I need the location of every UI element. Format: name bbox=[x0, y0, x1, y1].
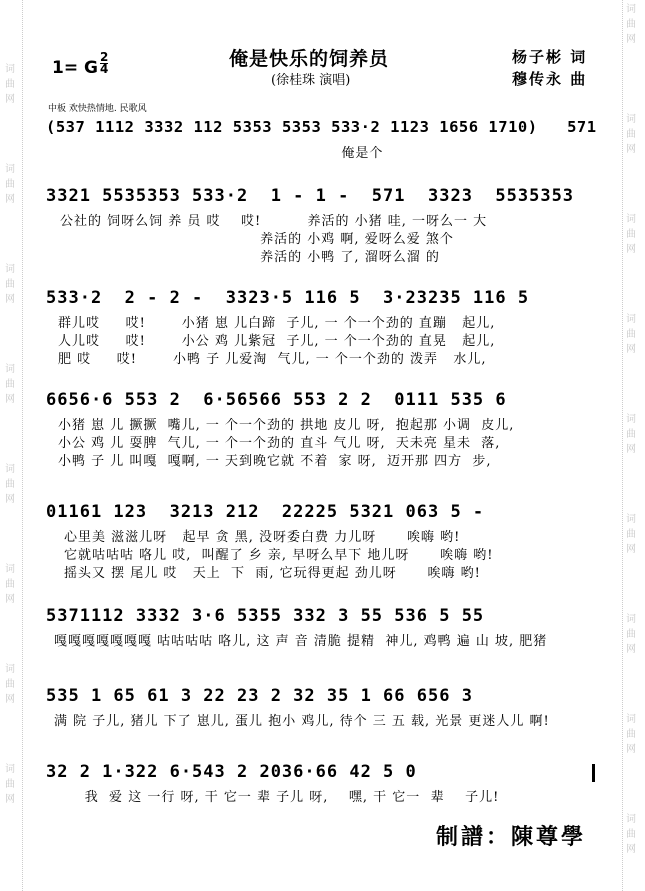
lyric-line: 小公 鸡 儿 耍脾 气儿, 一 个一个劲的 直斗 气儿 呀, 天未亮 星未 落, bbox=[58, 436, 501, 451]
notation-line: 6656·6 553 2 6·56566 553 2 2 0111 535 6 bbox=[46, 390, 507, 410]
watermark-text: 词曲网 bbox=[626, 4, 636, 45]
time-signature-bottom: 4 bbox=[100, 62, 109, 76]
watermark-text: 词曲网 bbox=[626, 814, 636, 855]
lyric-line: 人儿哎 哎! 小公 鸡 儿紫冠 子儿, 一 个一个劲的 直晃 起儿, bbox=[58, 334, 496, 349]
final-barline bbox=[592, 764, 595, 782]
notation-line: 01161 123 3213 212 22225 5321 063 5 - bbox=[46, 502, 485, 522]
notation-line: 5371112 3332 3·6 5355 332 3 55 536 5 55 bbox=[46, 606, 485, 626]
lyric-line: 满 院 子儿, 猪儿 下了 崽儿, 蛋儿 抱小 鸡儿, 待个 三 五 载, 光景 更迷人儿 啊! bbox=[54, 714, 550, 729]
watermark-text: 词曲网 bbox=[626, 614, 636, 655]
notation-line: 3321 5535353 533·2 1 - 1 - 571 3323 5535353 bbox=[46, 186, 575, 206]
watermark-text: 词曲网 bbox=[5, 164, 15, 205]
tempo-marking: 中板 欢快热情地. 民歌风 bbox=[48, 104, 147, 114]
notation-line: (537 1112 3332 112 5353 5353 533·2 1123 1656 1710) 571 bbox=[46, 118, 597, 136]
watermark-text: 词曲网 bbox=[5, 64, 15, 105]
lyric-line: 公社的 饲呀么饲 养 员 哎 哎! 养活的 小猪 哇, 一呀么一 大 bbox=[60, 214, 488, 229]
notation-line: 535 1 65 61 3 22 23 2 32 35 1 66 656 3 bbox=[46, 686, 473, 706]
key-signature: 1= G bbox=[52, 58, 98, 78]
watermark-text: 词曲网 bbox=[5, 764, 15, 805]
watermark-text: 词曲网 bbox=[5, 364, 15, 405]
lyric-line: 养活的 小鸭 了, 溜呀么溜 的 bbox=[60, 250, 440, 265]
time-signature bbox=[100, 52, 108, 75]
lyric-line: 它就咕咕咕 咯儿 哎, 叫醒了 乡 亲, 早呀么早下 地儿呀 唉嗨 哟! bbox=[64, 548, 494, 563]
lyric-line: 心里美 滋滋儿呀 起早 贪 黑, 没呀委白费 力儿呀 唉嗨 哟! bbox=[64, 530, 461, 545]
transcriber-signature: 制譜：陳尊學 bbox=[436, 824, 587, 850]
lyric-line: 群儿哎 哎! 小猪 崽 儿白蹄 子儿, 一 个一个劲的 直蹦 起儿, bbox=[58, 316, 496, 331]
lyric-line: 小猪 崽 儿 撅撅 嘴儿, 一 个一个劲的 拱地 皮儿 呀, 抱起那 小调 皮儿, bbox=[58, 418, 515, 433]
watermark-text: 词曲网 bbox=[5, 464, 15, 505]
watermark-text: 词曲网 bbox=[5, 564, 15, 605]
lyric-line: 我 爱 这 一行 呀, 干 它一 辈 子儿 呀, 嘿, 干 它一 辈 子儿! bbox=[54, 790, 500, 805]
lyric-line: 俺是个 bbox=[54, 146, 384, 161]
lyric-line: 摇头又 摆 尾儿 哎 天上 下 雨, 它玩得更起 劲儿呀 唉嗨 哟! bbox=[64, 566, 481, 581]
right-margin-watermark bbox=[622, 0, 643, 891]
watermark-text: 词曲网 bbox=[626, 414, 636, 455]
watermark-text: 词曲网 bbox=[626, 114, 636, 155]
lyric-line: 嘎嘎嘎嘎嘎嘎嘎 咕咕咕咕 咯儿, 这 声 音 清脆 提精 神儿, 鸡鸭 遍 山 坡, 肥猪 bbox=[54, 634, 548, 649]
lyric-line: 肥 哎 哎! 小鸭 子 儿爱淘 气儿, 一 个一个劲的 泼弄 水儿, bbox=[58, 352, 487, 367]
left-margin-watermark bbox=[2, 0, 23, 891]
lyricist-credit: 杨子彬 词 bbox=[512, 48, 588, 66]
watermark-text: 词曲网 bbox=[5, 264, 15, 305]
watermark-text: 词曲网 bbox=[626, 714, 636, 755]
watermark-text: 词曲网 bbox=[5, 664, 15, 705]
composer-credit: 穆传永 曲 bbox=[512, 70, 588, 88]
song-subtitle: (徐桂珠 演唱) bbox=[271, 73, 351, 88]
time-signature-top: 2 bbox=[100, 50, 109, 64]
lyric-line: 养活的 小鸡 啊, 爱呀么爱 煞个 bbox=[60, 232, 454, 247]
song-title: 俺是快乐的饲养员 bbox=[229, 48, 390, 70]
watermark-text: 词曲网 bbox=[626, 314, 636, 355]
notation-line: 533·2 2 - 2 - 3323·5 116 5 3·23235 116 5 bbox=[46, 288, 530, 308]
notation-line: 32 2 1·322 6·543 2 2036·66 42 5 0 bbox=[46, 762, 417, 782]
lyric-line: 小鸭 子 儿 叫嘎 嘎啊, 一 天到晚它就 不着 家 呀, 迈开那 四方 步, bbox=[58, 454, 492, 469]
watermark-text: 词曲网 bbox=[626, 514, 636, 555]
watermark-text: 词曲网 bbox=[626, 214, 636, 255]
